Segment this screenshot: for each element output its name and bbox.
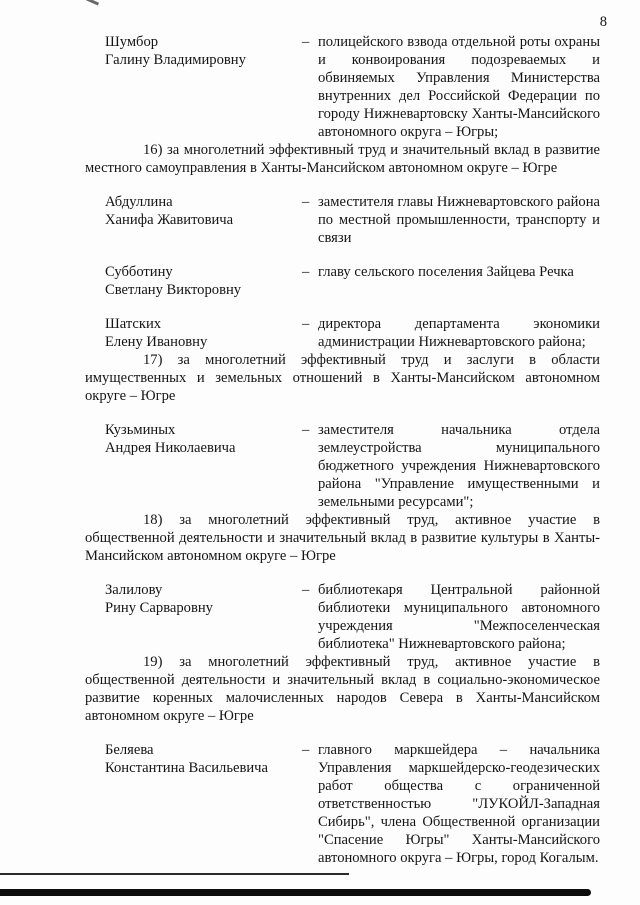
page-number: 8 xyxy=(599,14,607,30)
recipient-name xyxy=(85,741,302,867)
dash-separator: – xyxy=(302,194,310,210)
dash-separator: – xyxy=(302,582,310,598)
recipient-given-names: Галину Владимировну xyxy=(105,52,246,68)
award-category-paragraph-17: 17) за многолетний эффективный труд и заслуги в области имущественных и земельных отношений в Ханты-Мансийском автономном округе – Югре xyxy=(85,352,600,404)
scan-edge-line-thin xyxy=(0,873,349,875)
award-category-paragraph-19: 19) за многолетний эффективный труд, активное участие в общественной деятельности и значительный вклад в социально-экономическое развитие коренных малочисленных народов Севера в Ханты-Мансийском автономном округе – Югре xyxy=(85,654,600,724)
recipient-given-names: Ханифа Жавитовича xyxy=(105,212,234,228)
document-content xyxy=(85,33,600,867)
recipient-given-names: Рину Сарваровну xyxy=(105,600,213,616)
scan-speck xyxy=(86,0,99,6)
recipient-name xyxy=(85,581,302,653)
recipient-given-names: Константина Васильевича xyxy=(105,760,268,776)
recipient-name xyxy=(85,421,302,511)
recipient-surname: Шатских xyxy=(105,316,162,332)
recipient-surname: Шумбор xyxy=(105,34,159,50)
dash-separator: – xyxy=(302,34,310,50)
recipient-given-names: Елену Ивановну xyxy=(105,334,208,350)
recipient-name xyxy=(85,315,302,351)
award-entry xyxy=(85,263,600,299)
dash-separator: – xyxy=(302,422,310,438)
recipient-given-names: Светлану Викторовну xyxy=(105,282,242,298)
award-category-paragraph-18: 18) за многолетний эффективный труд, активное участие в общественной деятельности и значительный вклад в развитие культуры в Ханты-Мансийском автономном округе – Югре xyxy=(85,512,600,564)
recipient-position: заместителя главы Нижневартовского района по местной промышленности, транспорту и связи xyxy=(318,194,600,246)
recipient-position: библиотекаря Центральной районной библиотеки муниципального автономного учреждения "Межпоселенческая библиотека" Нижневартовского района; xyxy=(318,582,600,652)
recipient-position: полицейского взвода отдельной роты охраны и конвоирования подозреваемых и обвиняемых Управления Министерства внутренних дел Российской Федерации по городу Нижневартовску Ханты-Мансийского автономного округа – Югры; xyxy=(318,34,600,140)
dash-separator: – xyxy=(302,316,310,332)
recipient-position: главного маркшейдера – начальника Управления маркшейдерско-геодезических работ общества с ограниченной ответственностью "ЛУКОЙЛ-Западная Сибирь", члена Общественной организации "Спасение Югры" Ханты-Мансийского автономного округа – Югры, город Когалым. xyxy=(318,742,600,866)
dash-separator: – xyxy=(302,264,310,280)
scan-edge-line-thick xyxy=(0,889,591,896)
award-entry xyxy=(85,581,600,653)
recipient-given-names: Андрея Николаевича xyxy=(105,440,236,456)
award-entry xyxy=(85,315,600,351)
award-category-paragraph-16: 16) за многолетний эффективный труд и значительный вклад в развитие местного самоуправления в Ханты-Мансийском автономном округе – Югре xyxy=(85,142,600,176)
recipient-name xyxy=(85,263,302,299)
recipient-position: директора департамента экономики администрации Нижневартовского района; xyxy=(318,316,600,350)
recipient-surname: Беляева xyxy=(105,742,154,758)
award-entry xyxy=(85,193,600,247)
recipient-name xyxy=(85,33,302,141)
recipient-position: заместителя начальника отдела землеустройства муниципального бюджетного учреждения Нижневартовского района "Управление имущественными и земельными ресурсами"; xyxy=(318,422,600,510)
recipient-surname: Залилову xyxy=(105,582,163,598)
recipient-surname: Субботину xyxy=(105,264,173,280)
award-entry xyxy=(85,421,600,511)
recipient-position: главу сельского поселения Зайцева Речка xyxy=(318,264,574,280)
recipient-surname: Кузьминых xyxy=(105,422,176,438)
award-entry xyxy=(85,741,600,867)
recipient-name xyxy=(85,193,302,247)
award-entry xyxy=(85,33,600,141)
recipient-surname: Абдуллина xyxy=(105,194,173,210)
dash-separator: – xyxy=(302,742,310,758)
